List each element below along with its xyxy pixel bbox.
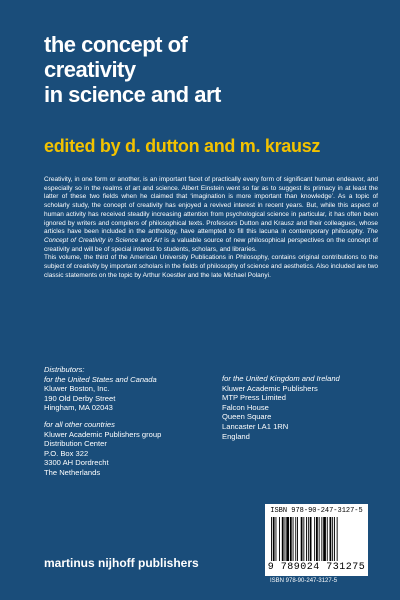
other-line: Distribution Center [44,439,107,449]
blurb-paragraph-1 [44,176,378,254]
barcode-bar [273,517,275,561]
book-title [44,32,374,107]
uk-line: Lancaster LA1 1RN [222,421,289,431]
blurb-paragraph-2: This volume, the third of the American University Publications in Philosophy, contains original contributions to the subject of creativity by important scholars in the fields of philosophy of science and aesthetics. Also included are two classic statements on the topic by Arthur Koestler and the late Michael Polanyi. [44,254,378,279]
title-line-2: creativity [44,57,136,82]
distributors-left [44,365,224,478]
barcode-bar [327,517,328,561]
uk-line: MTP Press Limited [222,393,287,403]
barcode-bar [303,517,304,561]
other-line: Kluwer Academic Publishers group [44,429,162,439]
uk-heading: for the United Kingdom and Ireland [222,374,340,383]
uk-line: England [222,431,250,441]
barcode-bar [316,517,318,561]
title-line-1: the concept of [44,32,188,57]
barcode-bar [297,517,298,561]
isbn-bottom-label: ISBN 978-90-247-3127-5 [270,578,338,584]
isbn-top-label: ISBN 978-90-247-3127-5 [270,507,363,515]
blurb-p1-start: Creativity, in one form or another, is an important facet of practically every form of significant human endeavor, and especially so in the realms of art and science. Albert Einstein went so far as to suggest its primacy in at least the latter of these two fields when he claimed that ‘imagination is more important than knowledge’. As a topic of scholarly study, the concept of creativity has enjoyed a revived interest in recent years. But, while this aspect of human activity has received steadily increasing attention from psychological science in particular, it has often been ignored by writers and compilers of philosophical texts. Professors Dutton and Krausz and their colleagues, whose articles have been included in the anthology, have attempted to fill this lacuna in contemporary philosophy. [44,176,378,236]
us-line: Hingham, MA 02043 [44,403,113,413]
blurb [44,176,378,280]
barcode-bar [306,517,307,561]
us-line: Kluwer Boston, Inc. [44,384,110,394]
distributors-heading: Distributors: [44,365,85,374]
barcode-bar [295,517,296,561]
uk-line: Falcon House [222,402,269,412]
distributors-right [222,374,392,441]
barcode-bar [301,517,303,561]
us-line: 190 Old Derby Street [44,393,116,403]
barcode-bar [282,517,284,561]
editors-line: edited by d. dutton and m. krausz [44,136,321,156]
blurb-p1-italic-title: The Concept of Creativity in Science and Art [44,228,378,244]
us-heading: for the United States and Canada [44,374,157,384]
barcode-bar [290,517,292,561]
barcode-bar [337,517,338,561]
barcode-bar [310,517,312,561]
barcode-bar [285,517,286,561]
isbn-digits: 9 789024 731275 [267,562,366,573]
publisher-name: martinus nijhoff publishers [44,556,199,570]
other-line: The Netherlands [44,467,101,477]
other-line: 3300 AH Dordrecht [44,458,109,468]
uk-line: Queen Square [222,412,272,422]
barcode-bar [314,517,315,561]
barcode-bar [321,517,322,561]
barcode-bar [334,517,335,561]
barcode-bar [279,517,280,561]
barcode-bar [286,517,289,561]
title-line-3: in science and art [44,82,221,107]
barcode-bar [276,517,277,561]
blurb-p1-end: is a valuable source of new philosophical perspectives on the concept of creativity and will be of special interest to students, scholars, and libraries. [44,236,378,253]
other-heading: for all other countries [44,419,115,429]
barcode-bar [293,517,294,561]
barcode-bar [319,517,320,561]
barcode [265,504,368,576]
other-line: P.O. Box 322 [44,448,89,458]
barcode-bar [308,517,309,561]
barcode-bars [271,517,363,561]
uk-line: Kluwer Academic Publishers [222,383,318,393]
barcode-bar [271,517,272,561]
barcode-bar [330,517,332,561]
barcode-bar [332,517,333,561]
barcode-bar [323,517,326,561]
